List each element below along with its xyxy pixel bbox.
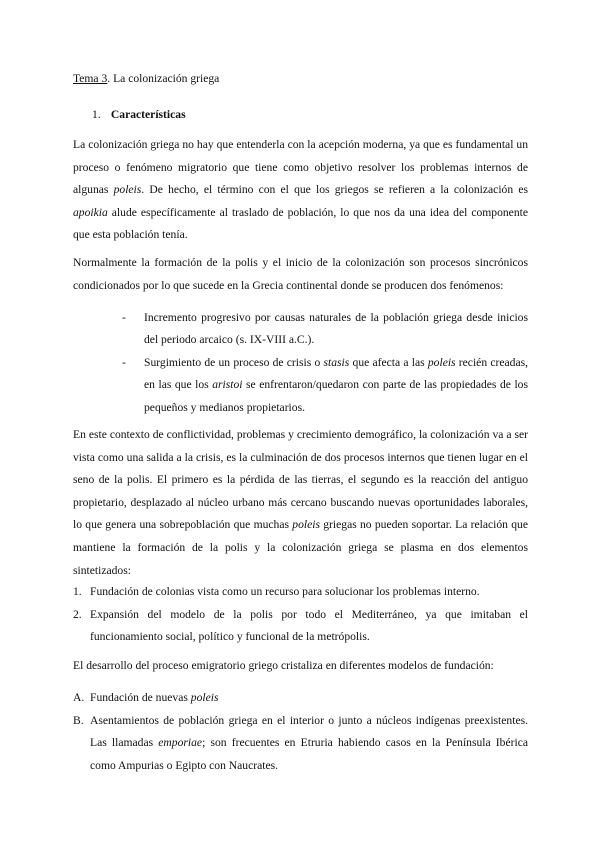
section-number: 1. — [92, 108, 101, 121]
p1-italic-apoikia: apoikia — [73, 205, 108, 219]
title-rest: . La colonización griega — [107, 72, 220, 85]
p1-italic-poleis: poleis — [113, 183, 142, 197]
lettered-item-a — [73, 687, 528, 710]
b2-text-a: Surgimiento de un proceso de crisis o — [144, 355, 324, 369]
section-label: Características — [110, 108, 186, 121]
document-title — [73, 72, 219, 85]
b2-text-e: recién creadas, en las que los — [144, 355, 529, 392]
p3-text-a: En este contexto de conflictividad, problemas y crecimiento demográfico, la colonización va a ser vista como una salida a la crisis, es la culminación de dos procesos internos que tienen lugar en el seno de la polis. El primero es la pérdida de las tierras, el segundo es la reacción del antiguo propietario, desplazado al núcleo urbano más cercano buscando nuevas oportunidades laborales, lo que genera una sobrepoblación que muchas — [73, 428, 528, 532]
numbered-marker-2: 2. — [73, 607, 82, 621]
b2-text-g: se enfrentaron/quedaron con parte de las propiedades de los pequeños y medianos propietarios. — [144, 378, 528, 414]
numbered-item-2 — [73, 604, 528, 649]
lettered-marker-a: A. — [73, 691, 85, 704]
b2-italic-stasis: stasis — [323, 355, 350, 369]
lettered-list — [73, 687, 528, 777]
p1-text-a: La colonización griega no hay que entenderla con la acepción moderna, ya que es fundamental un proceso o fenómeno migratorio que tiene como objetivo resolver los problemas internos de algunas — [73, 138, 528, 197]
b2-italic-poleis: poleis — [427, 355, 456, 369]
paragraph-4: El desarrollo del proceso emigratorio griego cristaliza en diferentes modelos de fundación: — [73, 659, 494, 672]
numbered-item-1 — [73, 581, 528, 604]
letB-italic-emporiae: emporiae — [158, 736, 203, 750]
title-tema: Tema 3 — [73, 72, 108, 85]
letA-italic-poleis: poleis — [190, 691, 219, 704]
paragraph-1 — [73, 134, 528, 247]
p3-text-c: griegas no pueden soportar. La relación que mantiene la formación de la polis y la colonización griega se plasma en dos elementos sintetizados: — [73, 518, 528, 577]
b2-text-c: que afecta a las — [349, 355, 428, 369]
letB-text-a: Asentamientos de población griega en el interior o junto a núcleos indígenas preexistentes. Las llamadas — [90, 713, 528, 750]
dash-item-1 — [122, 307, 528, 352]
dash-item-1-text: Incremento progresivo por causas naturales de la población griega desde inicios del periodo arcaico (s. IX-VIII a.C.). — [144, 311, 528, 347]
numbered-marker-1: 1. — [73, 585, 82, 598]
lettered-marker-b: B. — [73, 713, 84, 727]
paragraph-2: Normalmente la formación de la polis y el inicio de la colonización son procesos sincrónicos condicionados por lo que sucede en la Grecia continental donde se producen dos fenómenos: — [73, 256, 528, 292]
numbered-item-2-text: Expansión del modelo de la polis por todo el Mediterráneo, ya que imitaban el funcionamiento social, político y funcional de la metrópolis. — [90, 607, 528, 644]
letB-text-c: ; son frecuentes en Etruria habiendo casos en la Península Ibérica como Ampurias o Egipto con Naucrates. — [90, 736, 528, 772]
p1-text-c: . De hecho, el término con el que los griegos se refieren a la colonización es — [141, 183, 528, 197]
b2-italic-aristoi: aristoi — [212, 378, 243, 392]
dash-marker: - — [122, 311, 126, 324]
dash-marker: - — [122, 355, 126, 369]
dash-list — [122, 307, 528, 419]
paragraph-3 — [73, 424, 528, 582]
numbered-item-1-text: Fundación de colonias vista como un recurso para solucionar los problemas interno. — [90, 585, 480, 598]
numbered-list — [73, 581, 528, 649]
p1-text-e: alude específicamente al traslado de población, lo que nos da una idea del componente que esta población tenía. — [73, 205, 528, 242]
lettered-item-b — [73, 710, 528, 778]
section-heading — [92, 108, 186, 121]
letA-text: Fundación de nuevas — [90, 691, 191, 704]
p3-italic-poleis: poleis — [292, 518, 320, 532]
dash-item-2 — [122, 352, 528, 419]
